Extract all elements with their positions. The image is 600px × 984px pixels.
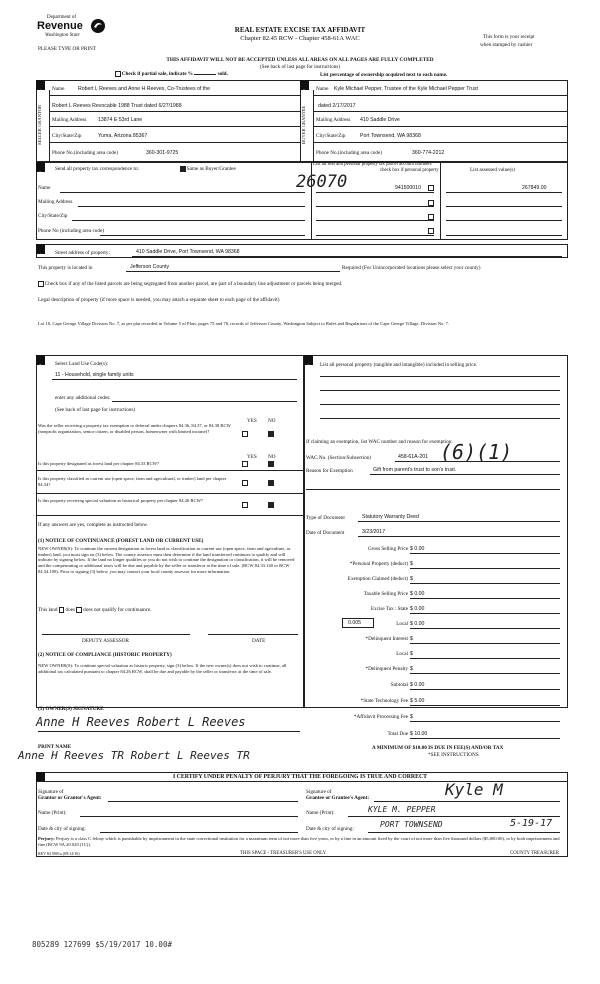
grantor-sig-label-2: Grantor or Grantor's Agent: xyxy=(38,795,102,801)
seller-name-label: Name xyxy=(52,86,65,92)
parcel-1-pp-checkbox[interactable] xyxy=(428,185,434,191)
exemption-note: If claiming an exemption, list WAC number and reason for exemption: xyxy=(306,439,453,445)
corr-city-label: City/State/Zip xyxy=(38,213,68,219)
located-county[interactable]: Jefferson County xyxy=(130,264,170,270)
buyer-name-label: Name xyxy=(316,86,329,92)
continuance-body: NEW OWNER(S): To continue the current designation as forest land or classification as current use (open space, farm and agriculture, or timber) land, you must sign on (3) below. The county assessor must then determine if the land transferred continues to qualify and will indicate by signing below. If the land no longer qualifies or you do not wish to continue the designation or classification, it will be removed and the compensating or additional taxes will be due and payable by the seller or transferor at the time of sale. (RCW 84.33.140 or RCW 84.34.108). Prior to signing (3) below, you may contact your local county assessor for more information. xyxy=(38,546,295,574)
reason-label: Reason for Exemption xyxy=(306,468,353,474)
seller-mailing[interactable]: 13874 E 53rd Lane xyxy=(98,117,143,123)
same-as-buyer: Same as Buyer/Grantee xyxy=(180,166,236,173)
buyer-mailing-label: Mailing Address xyxy=(316,117,351,123)
excise-value[interactable]: $ 0.00 xyxy=(410,606,425,612)
local-2-label: Local xyxy=(396,651,408,657)
certify-title: I CERTIFY UNDER PENALTY OF PERJURY THAT THE FOREGOING IS TRUE AND CORRECT xyxy=(172,774,428,780)
q4-yes-checkbox[interactable] xyxy=(242,502,248,508)
wac-handwritten: (6)(1) xyxy=(440,440,513,464)
section-3-marker: 3 xyxy=(36,162,45,172)
seller-phone[interactable]: 360-301-9725 xyxy=(146,150,179,156)
buyer-phone-label: Phone No.(including area code) xyxy=(316,150,382,156)
continuance-title: (1) NOTICE OF CONTINUANCE (FOREST LAND OR CURRENT USE) xyxy=(38,538,204,544)
grantee-name[interactable]: KYLE M. PEPPER xyxy=(368,805,436,814)
legal-label: Legal description of property (if more space is needed, you may attach a separate sheet to each page of the affidavit) xyxy=(38,297,280,303)
seller-phone-label: Phone No.(including area code) xyxy=(52,150,118,156)
delinq-penalty-value[interactable]: $ xyxy=(410,666,413,672)
perjury-notice: Perjury: Perjury is a class C felony which is punishable by imprisonment in the state correctional institution for a maximum term of not more than five years, or by a fine in an amount fixed by the court of not more than five thousand dollars ($5,000.00), or by both imprisonment and fine (RCW 9A.20.020 (1C)). xyxy=(38,836,560,847)
partial-sale-row xyxy=(115,71,228,78)
section-6-marker: 6 xyxy=(304,355,313,365)
buyer-side-label: BUYER GRANTEE xyxy=(301,105,306,145)
processing-fee-label: *Affidavit Processing Fee xyxy=(353,714,408,720)
section-2-marker: 2 xyxy=(300,80,309,90)
required-note: Required (For Unincorporated locations please select your county) xyxy=(342,265,481,271)
print-name-label: PRINT NAME xyxy=(38,744,72,750)
local-label: Local xyxy=(396,621,408,627)
grantee-name-label: Name (Print): xyxy=(306,810,335,816)
buyer-city-label: City/State/Zip xyxy=(316,133,346,139)
print-name: Anne H Reeves TR Robert L Reeves TR xyxy=(18,749,250,762)
yes-header-1: YES xyxy=(247,418,257,424)
dor-logo xyxy=(35,14,125,44)
tech-fee-label: *State Technology Fee xyxy=(360,698,408,704)
deputy-assessor-label: DEPUTY ASSESSOR xyxy=(82,638,129,644)
form-number: REV 84 0001a (09/14/16) xyxy=(38,851,80,856)
q1-no-checkbox[interactable] xyxy=(268,431,274,437)
buyer-phone[interactable]: 360-774-2212 xyxy=(412,150,445,156)
taxable-value[interactable]: $ 0.00 xyxy=(410,591,425,597)
receipt-note-2: when stamped by cashier xyxy=(480,42,533,48)
does-checkbox[interactable] xyxy=(59,607,65,613)
does-not-checkbox[interactable] xyxy=(76,607,82,613)
land-use-label: Select Land Use Code(s): xyxy=(55,361,109,367)
subtotal-label: Subtotal xyxy=(390,682,408,688)
grantee-sig-label-1: Signature of xyxy=(306,789,332,795)
wac-label: WAC No. (Section/Subsection) xyxy=(306,455,371,461)
handwritten-code: 26070 xyxy=(296,172,348,192)
q2-yes-checkbox[interactable] xyxy=(242,461,248,467)
q3-yes-checkbox[interactable] xyxy=(242,480,248,486)
seller-side-label: SELLER GRANTOR xyxy=(37,104,42,146)
see-back-note: (See back of last page for instructions) xyxy=(259,64,341,70)
grantor-date-label: Date & city of signing: xyxy=(38,826,86,832)
seller-city[interactable]: Yuma, Arizona 85367 xyxy=(98,133,148,139)
agency-line-2: Revenue xyxy=(37,20,83,32)
corr-phone-label: Phone No (including area code) xyxy=(38,228,104,234)
treasurer-use-only: THIS SPACE - TREASURER'S USE ONLY xyxy=(240,851,327,856)
wac-number[interactable]: 458-61A-201 xyxy=(398,454,428,460)
buyer-name[interactable]: Kyle Michael Pepper, Trustee of the Kyle Michael Pepper Trust xyxy=(334,86,478,92)
compliance-title: (2) NOTICE OF COMPLIANCE (HISTORIC PROPERTY) xyxy=(38,652,172,658)
grantee-sig-label-2: Grantee or Grantee's Agent: xyxy=(306,795,370,801)
question-3: Is this property classified as current use (open space, farm and agricultural, or timber) land per chapter 84.34? xyxy=(38,476,227,487)
question-1: Was the seller receiving a property tax exemption or deferral under chapters 84.36, 84.37, or 84.38 RCW (nonprofit organization, senior citizen, or disabled person, homeowner with limited income)? xyxy=(38,423,231,434)
subtotal-value[interactable]: $ 0.00 xyxy=(410,682,425,688)
please-type: PLEASE TYPE OR PRINT xyxy=(38,46,96,52)
total-due-label: Total Due xyxy=(387,731,408,737)
segregate-checkbox[interactable] xyxy=(38,281,44,287)
partial-sale-checkbox[interactable] xyxy=(115,71,121,77)
no-header-1: NO xyxy=(268,418,276,424)
personal-label: *Personal Property (deduct) xyxy=(349,561,408,567)
form-subtitle: Chapter 82.45 RCW - Chapter 458-61A WAC xyxy=(240,35,360,42)
section-5-marker: 5 xyxy=(36,355,45,365)
personal-property-label: List all personal property (tangible and intangible) included in selling price. xyxy=(320,362,478,368)
compliance-body: NEW OWNER(S): To continue special valuation as historic property, sign (3) below. If the new owner(s) does not wish to continue, all additional tax calculated pursuant to chapter 84.26 RCW, shall be due and payable by the seller or transferor at the time of sale. xyxy=(38,663,287,674)
correspondence-label: Send all property tax correspondence to: xyxy=(55,166,139,172)
land-use-see-back: (See back of last page for instructions) xyxy=(55,407,136,413)
this-land-row: This land does does not qualify for continuance. xyxy=(38,607,152,613)
section-8-marker: 8 xyxy=(36,772,45,782)
seller-city-label: City/State/Zip xyxy=(52,133,82,139)
warning-text: THIS AFFIDAVIT WILL NOT BE ACCEPTED UNLESS ALL AREAS ON ALL PAGES ARE FULLY COMPLETED xyxy=(166,57,434,63)
grantee-date[interactable]: 5-19-17 xyxy=(510,818,553,829)
local-value[interactable]: $ 0.00 xyxy=(410,621,425,627)
doc-date-label: Date of Document xyxy=(306,530,345,536)
parcels-header: List all real and personal property tax parcel account numbers xyxy=(313,162,432,167)
parcel-3-pp-checkbox[interactable] xyxy=(428,214,434,220)
receipt-stamp: 805289 127699 $5/19/2017 10.00# xyxy=(32,940,172,949)
receipt-note-1: This form is your receipt xyxy=(483,34,535,40)
street-label: Street address of property: xyxy=(55,250,110,256)
exemption-claimed-label: Exemption Claimed (deduct) xyxy=(347,576,408,582)
partial-sale-label: Check if partial sale, indicate % xyxy=(121,71,193,77)
question-4: Is this property receiving special valuation as historical property per chapter 84.26 RCW? xyxy=(38,498,203,503)
assessed-header: List assessed value(s) xyxy=(470,167,515,173)
form-title: REAL ESTATE EXCISE TAX AFFIDAVIT xyxy=(234,26,366,34)
gross-value[interactable]: $ 0.00 xyxy=(410,546,425,552)
doc-type[interactable]: Statutory Warranty Deed xyxy=(362,514,419,520)
section-4-marker: 4 xyxy=(36,244,45,254)
exemption-claimed-value[interactable]: $ xyxy=(410,576,413,582)
buyer-name-2[interactable]: dated 2/17/2017 xyxy=(318,103,356,109)
land-use-code[interactable]: 11 - Household, single family units xyxy=(55,372,134,378)
q-note: If any answers are yes, complete as instructed below. xyxy=(38,522,149,528)
grantee-date-label: Date & city of signing: xyxy=(306,826,354,832)
sold-label: sold. xyxy=(217,71,228,77)
reason[interactable]: Gift from parent's trust to son's trust. xyxy=(373,467,457,473)
local-rate: 0.005 xyxy=(348,620,361,626)
no-header-2: NO xyxy=(268,454,276,460)
located-label: This property is located in xyxy=(38,265,93,271)
doc-date[interactable]: 3/23/2017 xyxy=(362,529,386,535)
corr-name-label: Name xyxy=(38,185,51,191)
segregate-note: Check box if any of the listed parcels are being segregated from another parcel, are part of a boundary line adjustment or parcels being merged. xyxy=(38,281,342,288)
dor-swoosh-icon xyxy=(90,18,106,34)
owner-signature: Anne H Reeves Robert L Reeves xyxy=(36,715,246,729)
section-1-marker: 1 xyxy=(36,80,45,90)
gross-label: Gross Selling Price xyxy=(367,546,408,552)
street-address[interactable]: 410 Saddle Drive, Port Townsend, WA 98368 xyxy=(136,249,240,255)
see-instructions: *SEE INSTRUCTIONS xyxy=(428,752,479,758)
owner-signature-label: (3) OWNER(S) SIGNATURE xyxy=(38,706,104,712)
deputy-date-label: DATE xyxy=(252,638,266,644)
seller-name[interactable]: Robert L Reeves and Anne H Reeves, Co-Trustees of the xyxy=(78,86,210,92)
additional-codes-label: enter any additional codes: xyxy=(55,395,111,401)
ownership-note: List percentage of ownership acquired next to each name. xyxy=(320,72,448,78)
grantor-sig-label-1: Signature of xyxy=(38,789,64,795)
delinq-interest-value[interactable]: $ xyxy=(410,636,413,642)
agency-line-1: Department of xyxy=(47,15,77,20)
parcel-number[interactable]: 941500010 xyxy=(395,185,421,191)
grantee-signature: Kyle M xyxy=(445,780,503,799)
yes-header-2: YES xyxy=(247,454,257,460)
parcel-2-pp-checkbox[interactable] xyxy=(428,200,434,206)
assessed-value[interactable]: 267849.00 xyxy=(522,185,547,191)
legal-description: Lot 10, Cape George Village Division No. 7, as per plat recorded in Volume 5 of Plats, pages 75 and 76, records of Jefferson County, Washington Subject to Rules and Regulations of the Cape George Village, Division No. 7. xyxy=(38,321,450,326)
minimum-note: A MINIMUM OF $10.00 IS DUE IN FEE(S) AND/OR TAX xyxy=(372,745,504,751)
buyer-mailing[interactable]: 410 Saddle Drive xyxy=(360,117,400,123)
parcels-check-note: check box if personal property xyxy=(380,168,439,173)
taxable-label: Taxable Selling Price xyxy=(363,591,408,597)
seller-name-2[interactable]: Robert L Reeves Revocable 1988 Trust dated 6/27/1988 xyxy=(52,103,182,109)
agency-line-3: Washington State xyxy=(45,33,80,38)
grantor-name-label: Name (Print): xyxy=(38,810,67,816)
q4-no-checkbox[interactable] xyxy=(268,502,274,508)
tech-fee-value[interactable]: $ 5.00 xyxy=(410,698,425,704)
personal-value[interactable]: $ xyxy=(410,561,413,567)
q1-yes-checkbox[interactable] xyxy=(242,431,248,437)
doc-type-label: Type of Document xyxy=(306,515,345,521)
delinq-penalty-label: *Delinquent Penalty xyxy=(365,666,408,672)
local-2-value[interactable]: $ xyxy=(410,651,413,657)
county-treasurer: COUNTY TREASURER xyxy=(510,851,559,856)
processing-fee-value[interactable]: $ xyxy=(410,714,413,720)
q3-no-checkbox[interactable] xyxy=(268,480,274,486)
q2-no-checkbox[interactable] xyxy=(268,461,274,467)
buyer-city[interactable]: Port Townsend, WA 98368 xyxy=(360,133,421,139)
total-due-value[interactable]: $ 10.00 xyxy=(410,731,428,737)
same-as-buyer-checkbox[interactable] xyxy=(180,166,186,172)
corr-mailing-label: Mailing Address xyxy=(38,199,73,205)
excise-label: Excise Tax : State xyxy=(370,606,408,612)
seller-mailing-label: Mailing Address xyxy=(52,117,87,123)
question-2: Is this property designated as forest land per chapter 84.33 RCW? xyxy=(38,461,160,466)
grantee-city[interactable]: PORT TOWNSEND xyxy=(380,820,443,829)
delinq-interest-label: *Delinquent Interest xyxy=(365,636,408,642)
parcel-4-pp-checkbox[interactable] xyxy=(428,228,434,234)
